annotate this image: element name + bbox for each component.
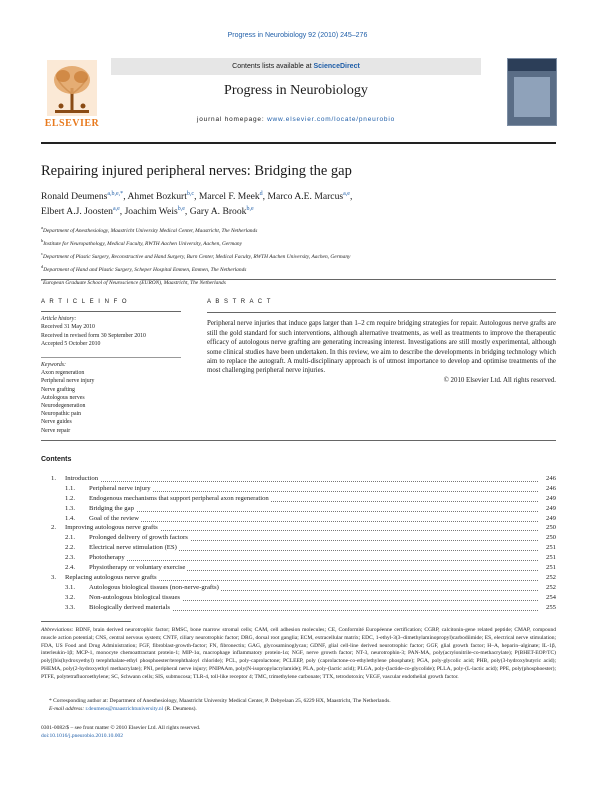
author-affiliation-marks[interactable]: a,e xyxy=(112,206,120,213)
toc-entry[interactable] xyxy=(41,543,556,553)
toc-title: Peripheral nerve injury xyxy=(89,484,151,492)
email-link[interactable]: r.deumens@maastrichtuniversity.nl xyxy=(85,705,164,712)
toc-number: 2.3. xyxy=(65,554,76,562)
elsevier-wordmark: ELSEVIER xyxy=(44,118,100,129)
corresponding-author-note: * Corresponding author at: Department of Anesthesiology, Maastricht University Medical Center, P. Debyelaan 25, 6229 HX, Maastricht, The Netherlands. xyxy=(49,698,391,704)
keywords-rule xyxy=(41,357,181,358)
toc-number: 1.3. xyxy=(65,504,76,512)
header-rule xyxy=(41,142,556,144)
keyword: Nerve repair xyxy=(41,427,71,434)
toc-page: 254 xyxy=(540,593,556,603)
toc-page: 251 xyxy=(540,553,556,563)
author[interactable]: Marcel F. Meek$^d$ xyxy=(198,191,263,203)
doi-link[interactable]: doi:10.1016/j.pneurobio.2010.10.002 xyxy=(41,733,124,739)
toc-page: 252 xyxy=(540,583,556,593)
toc-leader xyxy=(89,511,538,512)
toc-page: 249 xyxy=(540,504,556,514)
page-footer xyxy=(41,724,200,740)
cover-band xyxy=(508,59,556,71)
toc-page: 252 xyxy=(540,573,556,583)
toc-entry[interactable] xyxy=(41,494,556,504)
toc-title: Electrical nerve stimulation (ES) xyxy=(89,544,177,552)
author-affiliation-marks[interactable]: a,b,e,* xyxy=(107,191,124,197)
abstract-text: Peripheral nerve injuries that induce gaps larger than 1–2 cm require bridging strategies for repair. Autologous nerve grafts are still the gold standard for such interventions, although alternative treatments, as well as treatments to improve the therapeutic efficacy of autologous nerve grafting are generating increasing interest. Investigations are still mostly experimental, although some clinical studies have been undertaken. In this review, we aim to describe the developments in bridging technology which aim to replace the autograft. A multi-disciplinary approach is of utmost importance to develop and optimise treatments of the most challenging peripheral nerve injuries. xyxy=(207,320,556,375)
toc-entry[interactable] xyxy=(41,484,556,494)
author[interactable]: Ronald Deumens$^{a,b,e,*}$ xyxy=(41,191,124,203)
toc-entry[interactable] xyxy=(41,583,556,593)
author-affiliation-marks[interactable]: b,e xyxy=(246,206,254,213)
toc-entry[interactable] xyxy=(41,603,556,613)
contents-title: Contents xyxy=(41,456,72,463)
copyright: © 2010 Elsevier Ltd. All rights reserved. xyxy=(443,376,556,384)
keyword: Nerve grafting xyxy=(41,386,75,393)
affiliation: $^b$Institute for Neuropathology, Medical Faculty, RWTH Aachen University, Aachen, Germany xyxy=(41,238,243,247)
email-label: E-mail address: xyxy=(49,705,86,712)
email-line xyxy=(41,706,556,714)
keyword: Axon regeneration xyxy=(41,370,85,377)
abstract-heading: A B S T R A C T xyxy=(207,299,272,305)
toc-entry[interactable] xyxy=(41,533,556,543)
abstract-rule xyxy=(207,312,556,313)
affiliation: $^c$Department of Plastic Surgery, Reconstructive and Hand Surgery, Burn Center, Medical Faculty, RWTH Aachen University, Aachen, Germany xyxy=(41,251,351,260)
toc-title: Introduction xyxy=(65,475,99,482)
toc-number: 3. xyxy=(51,573,57,581)
abbreviations-text: BDNF, brain derived neurotrophic factor; BMSC, bone marrow stromal cells; CAM, cell adhesion molecules; CE, Conformité Européenne certification; CGRP, calcitonin-gene related peptide; CMAP, compound muscle action potential; CNS, central nervous system; CNTF, ciliary neurotrophic factor; DRG, dorsal root ganglia; ECM, extracellular matrix; EDC, 1-ethyl-3(3–dimethylaminopropyl)carbodiimide; ES, electrical nerve stimulation; FDA, US Food and Drug Administration; FGF, fibroblast-growth-factor; FN, fibronectin; GAG, glycosaminoglycan; GDNF, glial cell-line derived neurotrophic factor; GGF, glial growth factor; H–A, heparin–alginate; IL-1β, interleukin-1β; MCP-1, monocyte chemoattractant protein-1; MIP-1α, macrophage inflammatory protein-1α; NGF, nerve growth factor; NT-3, neurotrophin-3; PAN-MA, poly(acrylonitrile-co-methacrylate); P(BHET-EOP/TC) poly[(bis(hydroxyethyl) terephthalate-ethyl phosphoester/terephthaloyl chloride); PCL, poly-caprolactone; PCLEEP, poly (caprolactone-co-ethylethylene phosphate); PGA, poly-glycolic acid; PHB, poly(3-hydroxybutyric acid); PHEMA, poly(2-hydroxyethyl methacrylate); PNI, peripheral nerve injury; PNIPAAm, poly(N-isopropylacrylamide); PLA, poly-(lactic acid); PLGA, poly-(lactide-co-glycolide); PLLA, poly-(L-lactic acid); PPE, poly(phosphoester); PTFE, polytetrafluoroethylene; SC, Schwann cells; SIS, submucosa; TLR-4, toll-like receptor 4; TMC, trimethylene carbonate; TTX, tetrodotoxin; VEGF, vascular endothelial growth factor. xyxy=(41,627,556,680)
elsevier-logo xyxy=(41,58,103,132)
email-suffix: (R. Deumens). xyxy=(163,705,197,712)
toc-page: 249 xyxy=(540,494,556,504)
author-affiliation-marks[interactable]: b,c xyxy=(186,191,195,197)
toc-leader xyxy=(89,491,538,492)
toc-page: 250 xyxy=(540,533,556,543)
toc-title: Non-autologous biological tissues xyxy=(89,593,181,601)
toc-number: 1. xyxy=(51,475,57,482)
keyword: Nerve guides xyxy=(41,419,72,426)
author-separator: , xyxy=(194,191,199,203)
toc-leader xyxy=(89,521,538,522)
journal-banner xyxy=(111,58,481,134)
toc-page: 251 xyxy=(540,563,556,573)
toc-page: 246 xyxy=(540,474,556,484)
abbreviations xyxy=(41,627,556,682)
cover-illustration xyxy=(514,77,550,117)
toc-leader xyxy=(89,560,538,561)
journal-title: Progress in Neurobiology xyxy=(224,83,368,98)
contents-prefix: Contents lists available at xyxy=(232,63,314,70)
table-of-contents xyxy=(41,474,556,612)
toc-page: 255 xyxy=(540,603,556,613)
toc-number: 2. xyxy=(51,524,57,532)
toc-number: 1.4. xyxy=(65,514,76,522)
toc-number: 2.4. xyxy=(65,564,76,572)
keyword: Neurodegeneration xyxy=(41,403,86,410)
toc-title: Bridging the gap xyxy=(89,504,134,512)
elsevier-tree-icon xyxy=(47,60,97,116)
author-affiliation-marks[interactable]: d xyxy=(259,191,263,197)
affiliation-rule xyxy=(41,279,556,280)
footnote-rule xyxy=(41,621,131,622)
toc-number: 3.3. xyxy=(65,603,76,611)
toc-title: Biologically derived materials xyxy=(89,603,170,611)
keywords-label: Keywords: xyxy=(41,362,66,369)
history-item: Received 31 May 2010 xyxy=(41,324,95,331)
toc-entry[interactable] xyxy=(41,563,556,573)
author-separator: , xyxy=(119,206,125,218)
article-title: Repairing injured peripheral nerves: Bridging the gap xyxy=(41,163,352,179)
article-info-heading: A R T I C L E I N F O xyxy=(41,299,129,305)
toc-title: Physiotherapy or voluntary exercise xyxy=(89,564,186,572)
affiliation: $^d$Department of Hand and Plastic Surgery, Scheper Hospital Emmen, Emmen, The Netherlands xyxy=(41,264,247,274)
toc-number: 3.1. xyxy=(65,583,76,591)
author[interactable]: Ahmet Bozkurt$^{b,c}$ xyxy=(127,191,195,203)
toc-entry[interactable] xyxy=(41,514,556,524)
toc-title: Phototherapy xyxy=(89,554,125,562)
toc-title: Endogenous mechanisms that support peripheral axon regeneration xyxy=(89,494,269,502)
author-affiliation-marks[interactable]: a,e xyxy=(343,191,350,197)
toc-entry[interactable] xyxy=(41,593,556,603)
history-item: Received in revised form 30 September 2010 xyxy=(41,332,146,339)
author[interactable]: Joachim Weis$^{b,e}$ xyxy=(124,206,185,218)
homepage-link[interactable]: www.elsevier.com/locate/pneurobio xyxy=(267,116,395,123)
toc-entry[interactable] xyxy=(41,553,556,563)
toc-entry[interactable] xyxy=(41,523,556,533)
toc-number: 1.1. xyxy=(65,484,76,492)
author-separator: , xyxy=(184,206,190,218)
toc-entry[interactable] xyxy=(41,504,556,514)
toc-leader xyxy=(65,481,538,482)
toc-title: Prolonged delivery of growth factors xyxy=(89,534,188,542)
toc-number: 3.2. xyxy=(65,593,76,601)
toc-number: 1.2. xyxy=(65,494,76,502)
keyword: Peripheral nerve injury xyxy=(41,378,95,385)
article-info xyxy=(41,298,181,435)
journal-homepage xyxy=(111,116,481,123)
toc-page: 249 xyxy=(540,514,556,524)
toc-entry[interactable] xyxy=(41,573,556,583)
abstract xyxy=(207,298,556,385)
journal-reference[interactable]: Progress in Neurobiology 92 (2010) 245–276 xyxy=(227,32,368,39)
keyword: Autologous nerves xyxy=(41,394,85,401)
toc-number: 2.2. xyxy=(65,544,76,552)
affiliation: $^e$European Graduate School of Neuroscience (EURON), Maastricht, The Netherlands xyxy=(41,277,226,287)
toc-title: Goal of the review xyxy=(89,514,139,522)
toc-title: Autologous biological tissues (non-nerve-grafts) xyxy=(89,583,219,591)
history-item: Accepted 5 October 2010 xyxy=(41,340,101,347)
toc-title: Improving autologous nerve grafts xyxy=(65,524,158,532)
toc-title: Replacing autologous nerve grafts xyxy=(65,573,157,581)
toc-entry[interactable] xyxy=(41,474,556,484)
contents-rule-top xyxy=(41,440,556,441)
homepage-prefix: journal homepage: xyxy=(197,116,268,123)
author-separator: , xyxy=(123,191,128,203)
author-separator: , xyxy=(262,191,268,203)
toc-page: 246 xyxy=(540,484,556,494)
sciencedirect-link[interactable]: ScienceDirect xyxy=(313,63,360,70)
masthead xyxy=(41,58,556,138)
affiliation: $^a$Department of Anesthesiology, Maastricht University Medical Center, Maastricht, The Netherlands xyxy=(41,225,258,234)
abbreviations-label: Abbreviations: xyxy=(41,627,74,633)
toc-number: 2.1. xyxy=(65,534,76,542)
author[interactable]: Elbert A.J. Joosten$^{a,e}$ xyxy=(41,206,120,218)
author-affiliation-marks[interactable]: b,e xyxy=(177,206,185,213)
corresponding-author xyxy=(41,698,556,714)
toc-page: 250 xyxy=(540,523,556,533)
history-label: Article history: xyxy=(41,316,77,323)
contents-available-bar xyxy=(111,58,481,75)
author[interactable]: Marco A.E. Marcus$^{a,e}$ xyxy=(267,191,350,203)
author-list xyxy=(41,188,556,218)
author-separator: , xyxy=(349,191,353,203)
journal-cover-image xyxy=(507,58,557,126)
keyword-list xyxy=(41,369,181,435)
author[interactable]: Gary A. Brook$^{b,e}$ xyxy=(189,206,254,218)
toc-page: 251 xyxy=(540,543,556,553)
keyword: Neuropathic pain xyxy=(41,411,82,418)
issn-line: 0301-0082/$ – see front matter © 2010 Elsevier Ltd. All rights reserved. xyxy=(41,725,201,731)
article-info-rule xyxy=(41,311,181,312)
